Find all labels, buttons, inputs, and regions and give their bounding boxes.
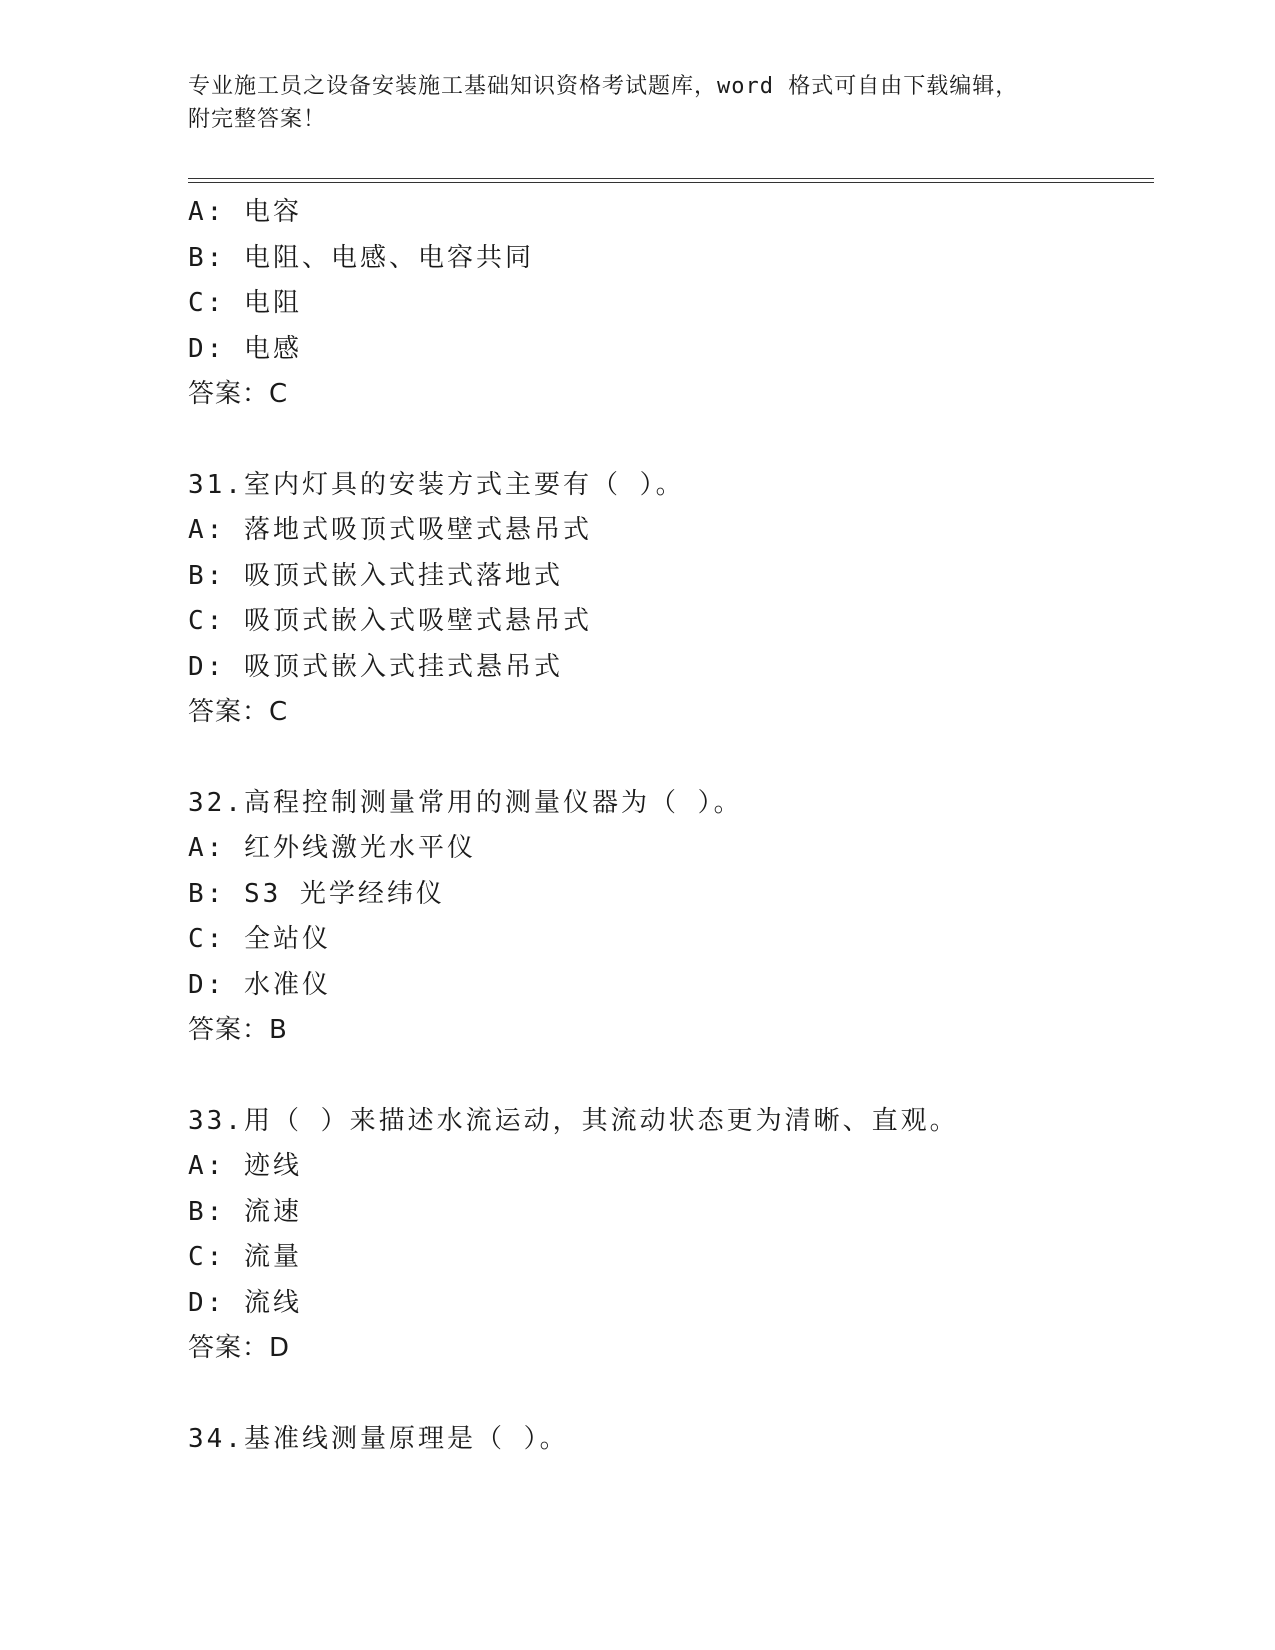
option-a: A: 落地式吸顶式吸壁式悬吊式: [188, 515, 592, 545]
question-list: [188, 190, 1154, 1462]
option-d: D: 吸顶式嵌入式挂式悬吊式: [188, 651, 563, 682]
option-d: D: 水准仪: [188, 969, 331, 1000]
option-b: B: 吸顶式嵌入式挂式落地式: [188, 560, 563, 591]
question-stem: 31.室内灯具的安装方式主要有（ ）。: [188, 469, 685, 500]
question-block-prev: [188, 190, 1154, 418]
question-block-34: [188, 1417, 1154, 1463]
option-a: A: 电容: [188, 197, 302, 227]
option-c: C: 全站仪: [188, 924, 331, 954]
question-block-32: [188, 781, 1154, 1054]
header-line-1: 专业施工员之设备安装施工基础知识资格考试题库，word 格式可自由下载编辑，: [188, 74, 1019, 99]
option-c: C: 电阻: [188, 288, 302, 318]
option-a: A: 迹线: [188, 1151, 302, 1181]
option-c: C: 吸顶式嵌入式吸壁式悬吊式: [188, 606, 592, 636]
option-b: B: 流速: [188, 1196, 302, 1227]
document-header: [188, 70, 1068, 136]
header-line-2: 附完整答案！: [188, 107, 327, 132]
question-block-33: [188, 1099, 1154, 1372]
option-a: A: 红外线激光水平仪: [188, 833, 476, 863]
option-c: C: 流量: [188, 1242, 302, 1272]
answer: 答案：D: [188, 1333, 291, 1363]
header-divider: [188, 178, 1154, 183]
answer: 答案：C: [188, 379, 289, 409]
question-stem: 34.基准线测量原理是（ ）。: [188, 1423, 569, 1454]
option-b: B: S3 光学经纬仪: [188, 878, 445, 909]
answer: 答案：B: [188, 1015, 288, 1045]
option-d: D: 电感: [188, 333, 302, 364]
question-stem: 32.高程控制测量常用的测量仪器为（ ）。: [188, 787, 743, 818]
answer: 答案：C: [188, 697, 289, 727]
question-stem: 33.用（ ）来描述水流运动，其流动状态更为清晰、直观。: [188, 1105, 959, 1136]
option-b: B: 电阻、电感、电容共同: [188, 242, 534, 273]
question-block-31: [188, 463, 1154, 736]
option-d: D: 流线: [188, 1287, 302, 1318]
